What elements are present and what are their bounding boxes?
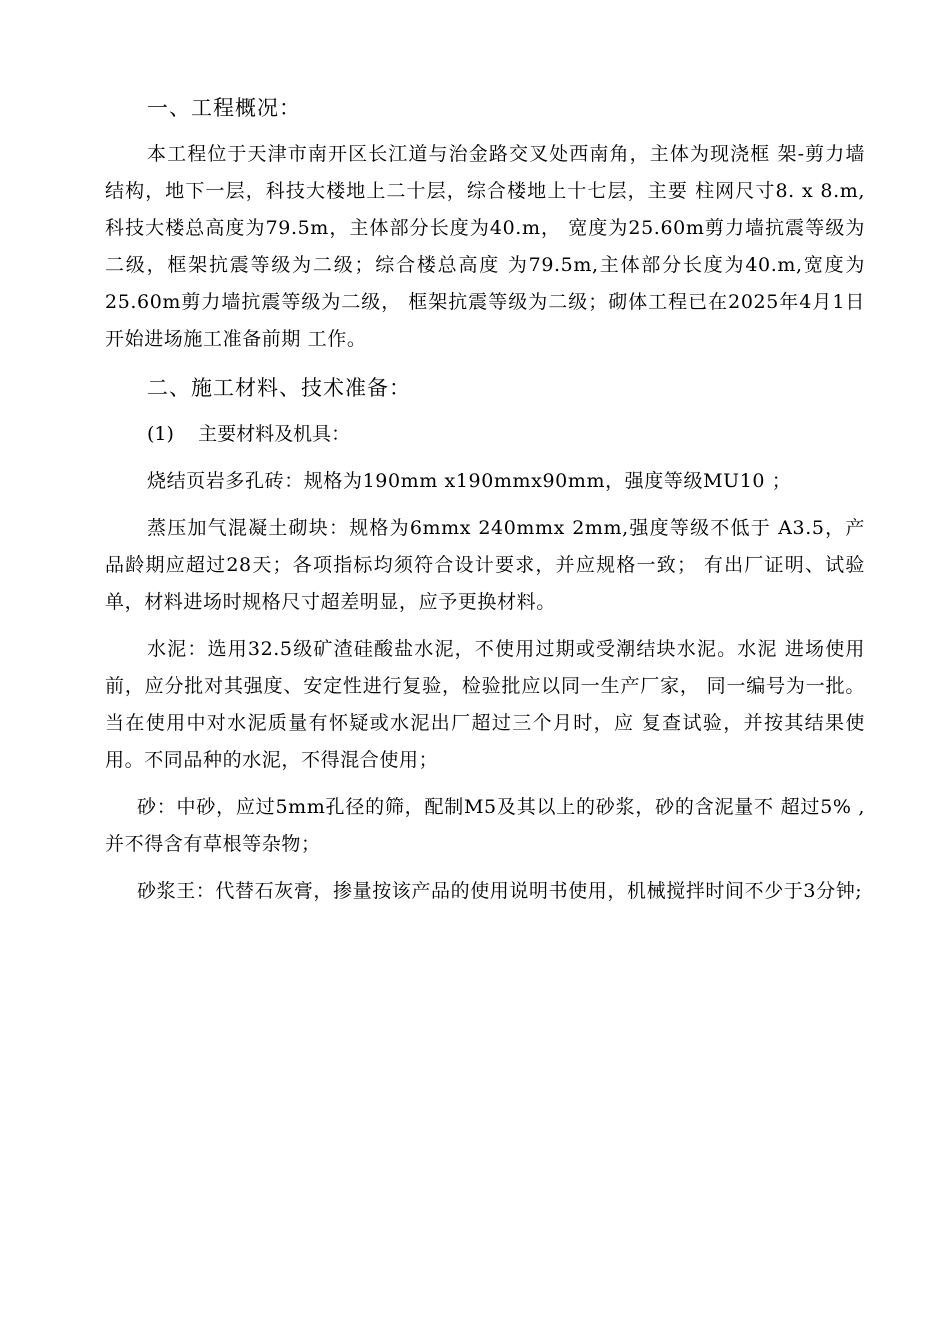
document-body xyxy=(105,88,865,920)
brick-paragraph: 烧结页岩多孔砖：规格为190mm x190mmx90mm，强度等级MU10 ； xyxy=(147,470,792,492)
section-heading-materials: 二、施工材料、技术准备： xyxy=(147,376,411,400)
materials-list-item: (1) 主要材料及机具： xyxy=(147,423,351,445)
cement-paragraph: 水泥：选用32.5级矿渣硅酸盐水泥，不使用过期或受潮结块水泥。水泥 进场使用前，应分批对其强度、安定性进行复验，检验批应以同一生产厂家， 同一编号为一批。当在使用中对水泥质量有怀疑或水泥出厂超过三个月时，应 复查试验，并按其结果使用。不同品种的水泥，不得混合使用； xyxy=(105,638,865,771)
sand-paragraph: 砂：中砂，应过5mm孔径的筛，配制M5及其以上的砂浆，砂的含泥量不 超过5% ,并不得含有草根等杂物； xyxy=(105,796,865,855)
mortar-paragraph: 砂浆王：代替石灰膏，掺量按该产品的使用说明书使用，机械搅拌时间不少于3分钟; xyxy=(137,880,863,902)
block-paragraph: 蒸压加气混凝土砌块：规格为6mmx 240mmx 2mm,强度等级不低于 A3.5，产品龄期应超过28天；各项指标均须符合设计要求，并应规格一致； 有出厂证明、试验单，材料进场时规格尺寸超差明显，应予更换材料。 xyxy=(105,517,865,613)
section-heading-overview: 一、工程概况： xyxy=(147,96,301,120)
overview-paragraph: 本工程位于天津市南开区长江道与治金路交叉处西南角，主体为现浇框 架-剪力墙结构，地下一层，科技大楼地上二十层，综合楼地上十七层，主要 柱网尺寸8. x 8.m,科技大楼总高度为79.5m，主体部分长度为40.m， 宽度为25.60m剪力墙抗震等级为二级，框架抗震等级为二级；综合楼总高度 为79.5m,主体部分长度为40.m,宽度为25.60m剪力墙抗震等级为二级， 框架抗震等级为二级；砌体工程已在2025年4月1日开始进场施工准备前期 工作。 xyxy=(105,143,865,350)
